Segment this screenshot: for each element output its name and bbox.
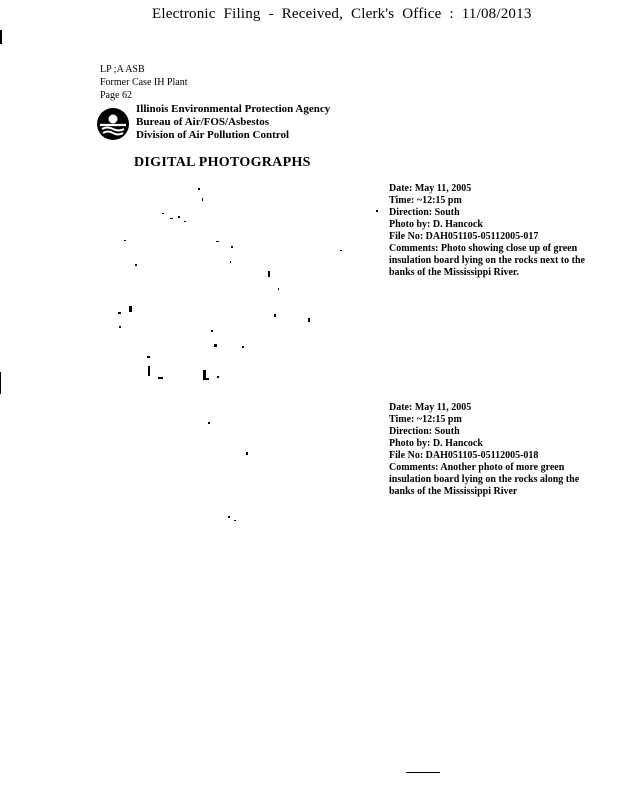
- photo-direction: Direction: South: [389, 207, 460, 218]
- photo-speck: [214, 344, 217, 347]
- photo-comment-line: insulation board lying on the rocks next to the: [389, 255, 585, 266]
- photo-speck: [198, 188, 200, 190]
- photo-speck: [124, 240, 126, 241]
- photo-speck: [216, 241, 219, 242]
- photo-speck: [228, 516, 230, 518]
- photo-file-number: File No: DAH051105-05112005-017: [389, 231, 539, 242]
- photo-1-caption: [389, 183, 585, 279]
- bureau-name: Bureau of Air/FOS/Asbestos: [136, 116, 270, 128]
- scan-edge-mark: [0, 30, 2, 44]
- photo-speck: [268, 271, 270, 277]
- photo-speck: [178, 216, 180, 218]
- photo-date: Date: May 11, 2005: [389, 183, 472, 194]
- page-number-line: Page 62: [100, 90, 132, 101]
- photo-speck: [208, 422, 210, 424]
- photo-file-number: File No: DAH051105-05112005-018: [389, 450, 539, 461]
- photo-speck: [118, 312, 121, 314]
- electronic-filing-header: Electronic Filing - Received, Clerk's Office : 11/08/2013: [152, 6, 532, 22]
- photo-speck: [206, 378, 209, 380]
- photo-speck: [211, 330, 213, 332]
- photo-comment-line: insulation board lying on the rocks along the: [389, 474, 580, 485]
- photo-speck: [202, 198, 203, 201]
- photo-speck: [242, 346, 244, 348]
- photo-speck: [234, 520, 236, 521]
- photo-speck: [376, 210, 378, 212]
- photo-speck: [148, 366, 150, 376]
- photo-date: Date: May 11, 2005: [389, 402, 472, 413]
- photo-2-caption: [389, 402, 579, 498]
- photo-speck: [184, 221, 186, 222]
- photo-speck: [274, 314, 276, 317]
- photo-comment-line: banks of the Mississippi River: [389, 486, 518, 497]
- photo-speck: [135, 264, 137, 266]
- photo-comment-line: Comments: Another photo of more green: [389, 462, 565, 473]
- footer-rule: [406, 772, 440, 773]
- agency-letterhead: [96, 103, 330, 142]
- division-name: Division of Air Pollution Control: [136, 129, 290, 141]
- photo-photographer: Photo by: D. Hancock: [389, 219, 483, 230]
- photo-comment-line: Comments: Photo showing close up of green: [389, 243, 578, 254]
- photo-time: Time: ~12:15 pm: [389, 195, 462, 206]
- case-reference-line: LP ;A ASB: [100, 64, 145, 75]
- photo-photographer: Photo by: D. Hancock: [389, 438, 483, 449]
- photo-speck: [147, 356, 150, 358]
- photo-speck: [129, 306, 132, 312]
- illinois-epa-logo-icon: [96, 107, 130, 141]
- case-reference-block: [100, 63, 188, 102]
- photo-speck: [162, 213, 164, 214]
- photo-speck: [170, 218, 173, 219]
- photo-speck: [231, 246, 233, 248]
- photo-comment-line: banks of the Mississippi River.: [389, 267, 519, 278]
- photo-direction: Direction: South: [389, 426, 460, 437]
- photo-2: [100, 400, 360, 550]
- photo-speck: [308, 318, 310, 322]
- photo-time: Time: ~12:15 pm: [389, 414, 462, 425]
- photo-speck: [230, 261, 231, 263]
- photo-speck: [278, 288, 279, 290]
- photo-speck: [158, 377, 163, 379]
- site-name-line: Former Case IH Plant: [100, 77, 188, 88]
- photo-speck: [246, 452, 248, 455]
- scan-edge-mark: [0, 372, 1, 394]
- photo-speck: [217, 376, 219, 378]
- photo-speck: [340, 250, 342, 251]
- photo-1: [100, 180, 360, 390]
- agency-name: Illinois Environmental Protection Agency: [136, 103, 331, 115]
- photo-speck: [119, 326, 121, 328]
- document-title: DIGITAL PHOTOGRAPHS: [134, 155, 311, 170]
